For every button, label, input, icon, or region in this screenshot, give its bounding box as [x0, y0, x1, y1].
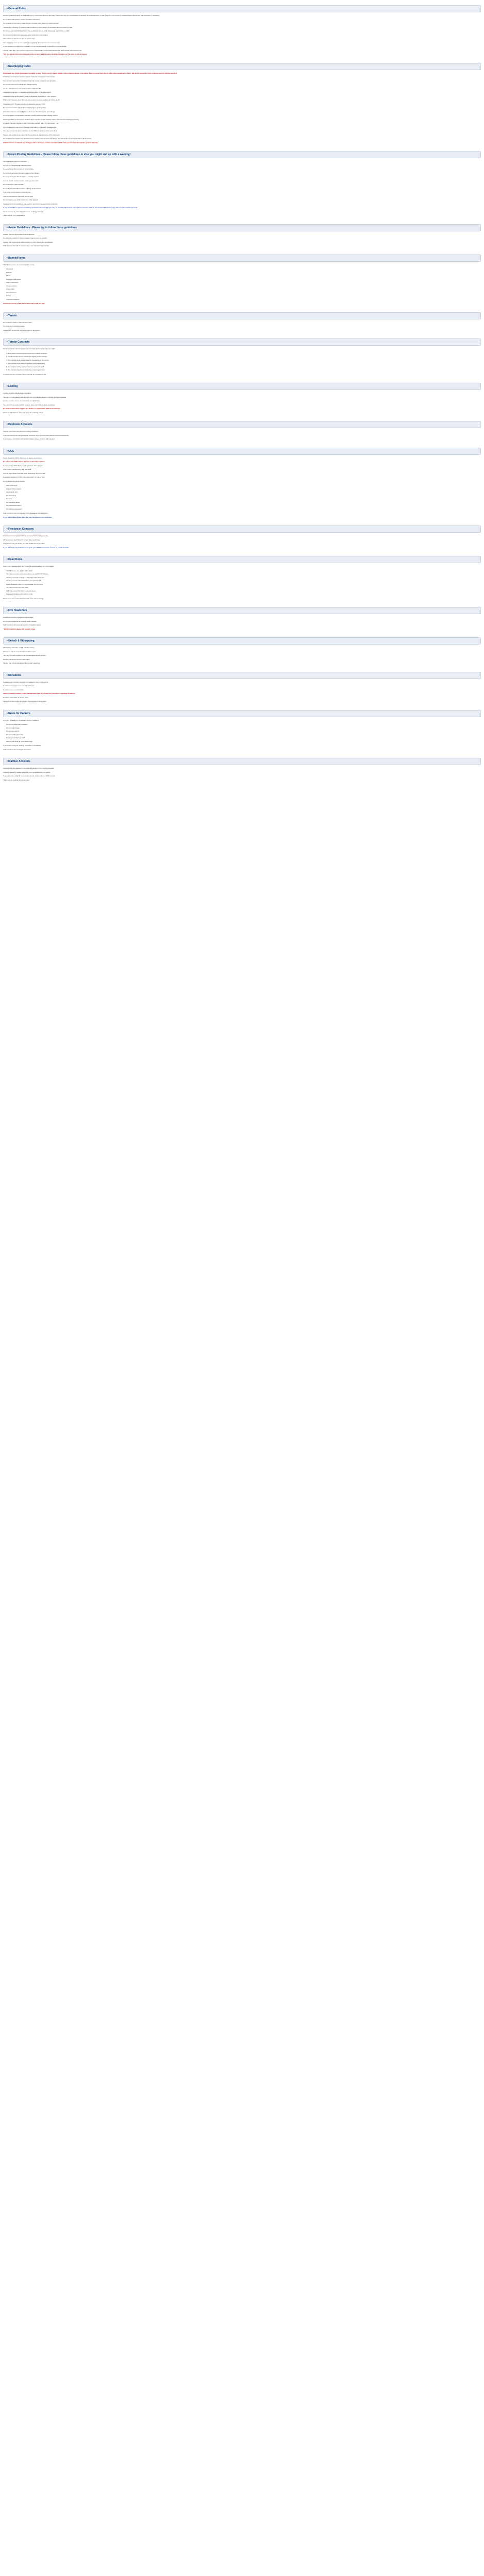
list-item: Dead characters may not communicate with the living.	[6, 583, 43, 585]
paragraph: Please read and understand the death rules before playing.	[3, 597, 44, 600]
paragraph: Any form of hacking or cheating is strictly prohibited.	[3, 719, 39, 721]
section-duplicate-accounts	[3, 421, 481, 440]
section-unlock-kidnapping	[3, 637, 481, 665]
paragraph: Abuse of donator perks will result in the removal of those perks.	[3, 700, 47, 702]
section-header: • Dead Rules	[3, 556, 481, 563]
paragraph: Contracts that do not follow these rules will be considered void.	[3, 373, 46, 376]
paragraph: Donations are voluntary and are not required to play on the server.	[3, 681, 49, 683]
bullet-list	[6, 570, 481, 596]
paragraph: If you fail to follow these rules you may be banned from the server.	[3, 516, 53, 518]
list-item: 4. The contract must state the duration of the agreement.	[6, 362, 45, 364]
paragraph: The RP / MP: Ban, don't come on Discord (or Teamspeak) to insult and threaten the staff member who banned you.	[3, 49, 82, 52]
paragraph: Kidnapping must have a valid roleplay reason.	[3, 647, 35, 649]
paragraph: When your character dies, they lose all memory of events leading up to their death.	[3, 99, 60, 101]
paragraph: Do not block roads or other access routes.	[3, 321, 32, 324]
list-item: You may not loot your own body.	[6, 586, 29, 588]
paragraph: Characters may not be used in a way to break the immersion of other players.	[3, 95, 57, 97]
section-ooc	[3, 448, 481, 519]
paragraph: Property owned by inactive accounts may be reclaimed by the server.	[3, 771, 51, 773]
list-item: No caps lock abuse	[6, 501, 20, 503]
list-item: You may not seek revenge on the player who killed you.	[6, 576, 45, 579]
list-item: 1. Both parties must be present when the contract is signed.	[6, 352, 47, 354]
list-item: No spam	[6, 498, 13, 500]
paragraph: Fail roleplaying such as not reacting to or ignoring the requests and consequences.	[3, 41, 60, 44]
paragraph: Thank you for your cooperation.	[3, 214, 25, 216]
paragraph: If you plan to be away for an extended period, please inform a staff member.	[3, 775, 56, 777]
section-forum-guidelines	[3, 151, 481, 217]
paragraph: Possession of any of the above items will result in a ban.	[3, 302, 45, 304]
paragraph: Owning more than one account is strictly prohibited.	[3, 430, 39, 432]
paragraph: Accounts that are inactive for an extended period of time may be removed.	[3, 767, 55, 769]
paragraph: Staff decisions are final. If you disagree with a decision, contact a member of the management team through the proper channels.	[3, 141, 98, 144]
paragraph: Terrain contracts must be agreed upon by both parties before they are valid.	[3, 348, 55, 350]
list-item: 2. A staff member should witness the signing of the contract.	[6, 355, 47, 358]
list-item: Keep OOC brief	[6, 484, 18, 486]
paragraph: Players may not be kidnapped directly after spawning.	[3, 662, 40, 664]
list-item: Explosives (all types)	[6, 278, 21, 280]
section-header: • General Rules	[3, 5, 481, 12]
section-header: • Terrain	[3, 312, 481, 319]
list-item: You may not use information from your previous life.	[6, 580, 42, 582]
list-item: Repeated violations will result in a ban.	[6, 593, 33, 595]
paragraph: Do not use any exploits/bugs/hacks that would give you an unfair advantage, report them to staff.	[3, 30, 70, 32]
paragraph: Do not bump or spam threads.	[3, 183, 24, 185]
paragraph: If you are found to be using duplicate accounts, all of your accounts will be banned permanently.	[3, 434, 69, 436]
paragraph: The following items are banned on the server:	[3, 263, 35, 266]
section-terrain	[3, 312, 481, 332]
paragraph: All suggestions must be in English.	[3, 160, 27, 162]
paragraph: Do not argue with staff members publicly on the forums.	[3, 187, 42, 190]
list-item: Do not exploit bugs.	[6, 726, 20, 729]
list-item: 3. The contract must clearly state the boundaries of the terrain.	[6, 359, 49, 361]
paragraph: Avatars that impersonate staff members or other players are not allowed.	[3, 241, 53, 243]
paragraph: Do not use items from outside the roleplay setting.	[3, 83, 38, 86]
paragraph: Staff members will investigate all reports.	[3, 748, 31, 751]
list-item: No political discussion	[6, 504, 22, 506]
list-item: 6. The contract may be terminated by mutual agreement.	[6, 369, 45, 371]
list-item: Do not use macros.	[6, 730, 20, 732]
paragraph: Staff members will review all reports of headshot abuse.	[3, 624, 42, 626]
paragraph: If you know of anyone hacking, report them immediately.	[3, 744, 42, 747]
list-item: Mines	[6, 275, 11, 277]
paragraph: It is not allowed to use out-of-character information in character (metagaming).	[3, 126, 57, 128]
paragraph: Do not attempt to bypass any punishment by creating new accounts. Evading a ban will result in a permanent ban of all accounts.	[3, 138, 92, 140]
paragraph: Whitelisted has a fully automated recording system. If your voice is heard inside a voice channel during a recording it will be used. Keep this in mind when speaking to others. We do not accept any form of abuse and this will be reported.	[3, 72, 177, 74]
paragraph: Take advice on the forums and do not be toxic.	[3, 38, 36, 40]
paragraph: Do not post content that is illegal or sexually explicit.	[3, 176, 39, 178]
section-header: • Forum Posting Guidelines - Please follow these guidelines or else you might end up with a warning!	[3, 151, 481, 158]
list-item: Flamethrowers	[6, 291, 16, 294]
list-item: The 15 minute rule applies after death.	[6, 569, 33, 572]
paragraph: Characters must stay in character at all times when in the game world.	[3, 91, 52, 93]
section-header: • Banned Items	[3, 255, 481, 262]
rules-page	[0, 5, 484, 781]
paragraph: Do not spam or be rude or make threats or harass other players or staff members.	[3, 22, 59, 24]
paragraph: Kidnapped players must be treated with respect.	[3, 650, 37, 653]
section-terrain-contracts	[3, 338, 481, 376]
paragraph: Out of character (OOC) chat must be kept to a minimum.	[3, 456, 42, 459]
paragraph: Staff reserves the right to remove any avatar deemed inappropriate.	[3, 245, 49, 247]
list-item: Grenades	[6, 268, 13, 270]
paragraph: Do not impersonate staff members or other players.	[3, 199, 39, 201]
section-roleplaying-rules	[3, 63, 481, 144]
section-header: • Duplicate Accounts	[3, 421, 481, 428]
paragraph: You may not use the same character for two different factions at the same time.	[3, 130, 58, 132]
bullet-list	[6, 268, 481, 300]
paragraph: Do not engage in unnecessary violence or killing without a valid roleplay reason.	[3, 114, 58, 116]
paragraph: Staff members may remove any OOC message at their discretion.	[3, 512, 48, 514]
paragraph: Please contact a member of the management team if you have any questions regarding donations.	[3, 692, 76, 694]
list-item: Sniper rifles	[6, 288, 14, 290]
paragraph: Looting must be roleplayed appropriately.	[3, 392, 31, 394]
list-item: Respect other players	[6, 487, 22, 490]
paragraph: Looting must be done in a reasonable amount of time.	[3, 400, 40, 402]
list-item: Hacking will result in a permanent ban.	[6, 740, 33, 742]
paragraph: Do not post personal information about other players.	[3, 172, 40, 174]
paragraph: Freelancers must register with the company before taking on jobs.	[3, 535, 48, 537]
paragraph: Players who violate these rules may be punished at the discretion of the staff team.	[3, 133, 60, 136]
list-item: Do not use third-party software.	[6, 723, 28, 725]
section-header: • Donations	[3, 672, 481, 679]
list-item: Poison	[6, 295, 11, 297]
paragraph: All freelancers must follow the server rules at all times.	[3, 538, 41, 541]
paragraph: Donations are non-refundable.	[3, 688, 24, 691]
section-header: • OOC	[3, 448, 481, 455]
paragraph: Characters that are wanted by law enforcement should roleplay accordingly.	[3, 110, 55, 113]
list-item: No advertising	[6, 494, 16, 497]
bullet-list	[6, 352, 481, 371]
list-item: Attack helicopters	[6, 281, 19, 283]
paragraph: General guidelines apply for Whitelisting (any of the rules listed on this page, Never use any form manipulation to deceive the staff members or other players on the server or mislead players about your real intentions or character).	[3, 14, 160, 16]
paragraph: * NOTE! Headshot abuse will result in a ban.	[3, 628, 36, 630]
paragraph: Repeated violations of OOC rules will result in a mute or ban.	[3, 476, 45, 478]
paragraph: OOC chat is monitored by staff members.	[3, 468, 32, 470]
paragraph: No advertising other servers or communities.	[3, 168, 34, 170]
paragraph: Do not fail to RP realistic and/or unrealistic characters.	[3, 18, 41, 21]
paragraph: You are allowed to be evil, cruel or mean inside the RP.	[3, 87, 41, 90]
paragraph: Avatars must be appropriate for all audiences.	[3, 233, 35, 235]
bullet-list	[6, 723, 481, 742]
paragraph: No offensive, explicit or violent imagery may be used for avatars.	[3, 237, 47, 239]
section-looting	[3, 383, 481, 414]
list-item: Chemical weapons	[6, 298, 20, 300]
section-header: • Freelancer Company	[3, 526, 481, 533]
paragraph: Headshots must be roleplayed appropriately.	[3, 616, 34, 618]
paragraph: No trolling or intentionally offensive posts.	[3, 164, 32, 166]
paragraph: Do not build in restricted areas.	[3, 325, 25, 327]
paragraph: Donators must follow all server rules.	[3, 696, 29, 699]
paragraph: Do not prevent other players from roleplaying by ignoring them.	[3, 107, 46, 109]
section-inactive-accounts	[3, 758, 481, 781]
section-banned-items	[3, 255, 481, 305]
paragraph: Do not abuse the report system.	[3, 480, 25, 482]
list-item: Staff may extend the timer in special cases.	[6, 589, 36, 592]
paragraph: Characters and names must be realistic, fitting the time period of the server.	[3, 76, 55, 78]
paragraph: You may not loot players who are currently in a roleplay situation that has not been resolved.	[3, 396, 66, 398]
section-freelancer	[3, 526, 481, 549]
paragraph: You may not hold a player for an unreasonable amount of time.	[3, 654, 46, 656]
list-item: You may not return to the area where you died for 15 minutes.	[6, 573, 49, 575]
paragraph: Donations do not grant any special privileges.	[3, 685, 35, 687]
paragraph: Post in the correct section of the forums.	[3, 191, 31, 193]
section-dead-rules	[3, 556, 481, 600]
paragraph: Please ensure all posts follow the forum posting guidelines.	[3, 210, 44, 213]
paragraph: Do not use headshots as a way to avoid roleplay.	[3, 620, 37, 622]
list-item: Do not modify game files.	[6, 733, 24, 736]
section-header: • Inactive Accounts	[3, 758, 481, 765]
section-general-rules	[3, 5, 481, 56]
section-rules-hackers	[3, 710, 481, 751]
paragraph: If you share a connection with another player, please inform a staff member.	[3, 438, 55, 440]
section-header: • Avatar Guidelines - Please try to follow these guidelines	[3, 224, 481, 231]
section-fire-headshots	[3, 607, 481, 630]
list-item: Armed vehicles	[6, 284, 17, 287]
paragraph: Do not use the Discord to advertise other servers or communities.	[3, 33, 48, 36]
paragraph: Use common sense when handling things like money, weapons and property.	[3, 79, 56, 82]
paragraph: Thank you for reading the server rules.	[3, 778, 30, 781]
paragraph: Use the search function before creating a new topic.	[3, 179, 39, 182]
paragraph: Use the appropriate channels when requesting help from staff.	[3, 472, 46, 474]
paragraph: Characters over 18 years old are not allowed to act as a child.	[3, 103, 46, 105]
paragraph: Stealing vehicles or items from another player requires a valid roleplay reason and must be roleplayed properly.	[3, 118, 79, 121]
section-avatar-guidelines	[3, 224, 481, 247]
paragraph: Ransom demands must be reasonable.	[3, 658, 30, 660]
paragraph: If you fail to pay any Freelancer in-game you will be removed in 1 week by a staff member.	[3, 546, 70, 549]
paragraph: Any kind of sexual roleplay is strictly forbidden and will result in a permanent ban.	[3, 122, 59, 124]
section-donations	[3, 672, 481, 703]
paragraph: When your character dies, they forget the events leading up to their death.	[3, 565, 54, 567]
paragraph: Threatening / abusing or imitating staff members or other players is prohibited and can result in a ban.	[3, 26, 73, 28]
section-header: • Fire Headshots	[3, 607, 481, 614]
paragraph: Respect the terrain and the environment of the server.	[3, 329, 40, 331]
paragraph: If you would like to request something reviewed and note that you may be found in the forums, all requests must be made in the designated section. Any other request will be ignored.	[3, 207, 138, 209]
list-item: Report any hackers to staff.	[6, 737, 25, 739]
section-header: • Looting	[3, 383, 481, 390]
paragraph: Do not loot items that are part of a faction or organisation without permission.	[3, 408, 61, 410]
paragraph: You may not loot all items from a player, leave them with at least something.	[3, 403, 55, 406]
list-item: No religious discussion	[6, 507, 22, 510]
paragraph: Do not use the OOC chat to insult or harass other players.	[3, 464, 43, 467]
section-header: • Terrain Contracts	[3, 338, 481, 346]
paragraph: Failure to follow these rules may result in a warning or ban.	[3, 411, 44, 414]
paragraph: Freelancers may not accept jobs that violate the server rules.	[3, 543, 45, 545]
section-header: • Rules for Hackers	[3, 710, 481, 717]
bullet-list	[6, 484, 481, 510]
section-header: • Roleplaying Rules	[3, 63, 481, 70]
paragraph: Do not use the OOC chat to discuss in-character matters.	[3, 461, 45, 463]
paragraph: Keep all discussions respectful and on topic.	[3, 195, 34, 197]
paragraph: This is a private Discord community and you must read the rules carefully. Ignorance of the rules is not an excuse.	[3, 53, 88, 55]
list-item: Use English only	[6, 491, 18, 493]
section-header: • Unlock & Kidnapping	[3, 637, 481, 645]
paragraph: Violating the forum guidelines may result in your forum account being restricted.	[3, 202, 58, 205]
list-item: Rockets	[6, 271, 12, 274]
list-item: 5. Any violation of the contract must be reported to staff.	[6, 365, 45, 368]
paragraph: If your account is found to be in violation, it may be permanently banned from the community.	[3, 45, 67, 47]
